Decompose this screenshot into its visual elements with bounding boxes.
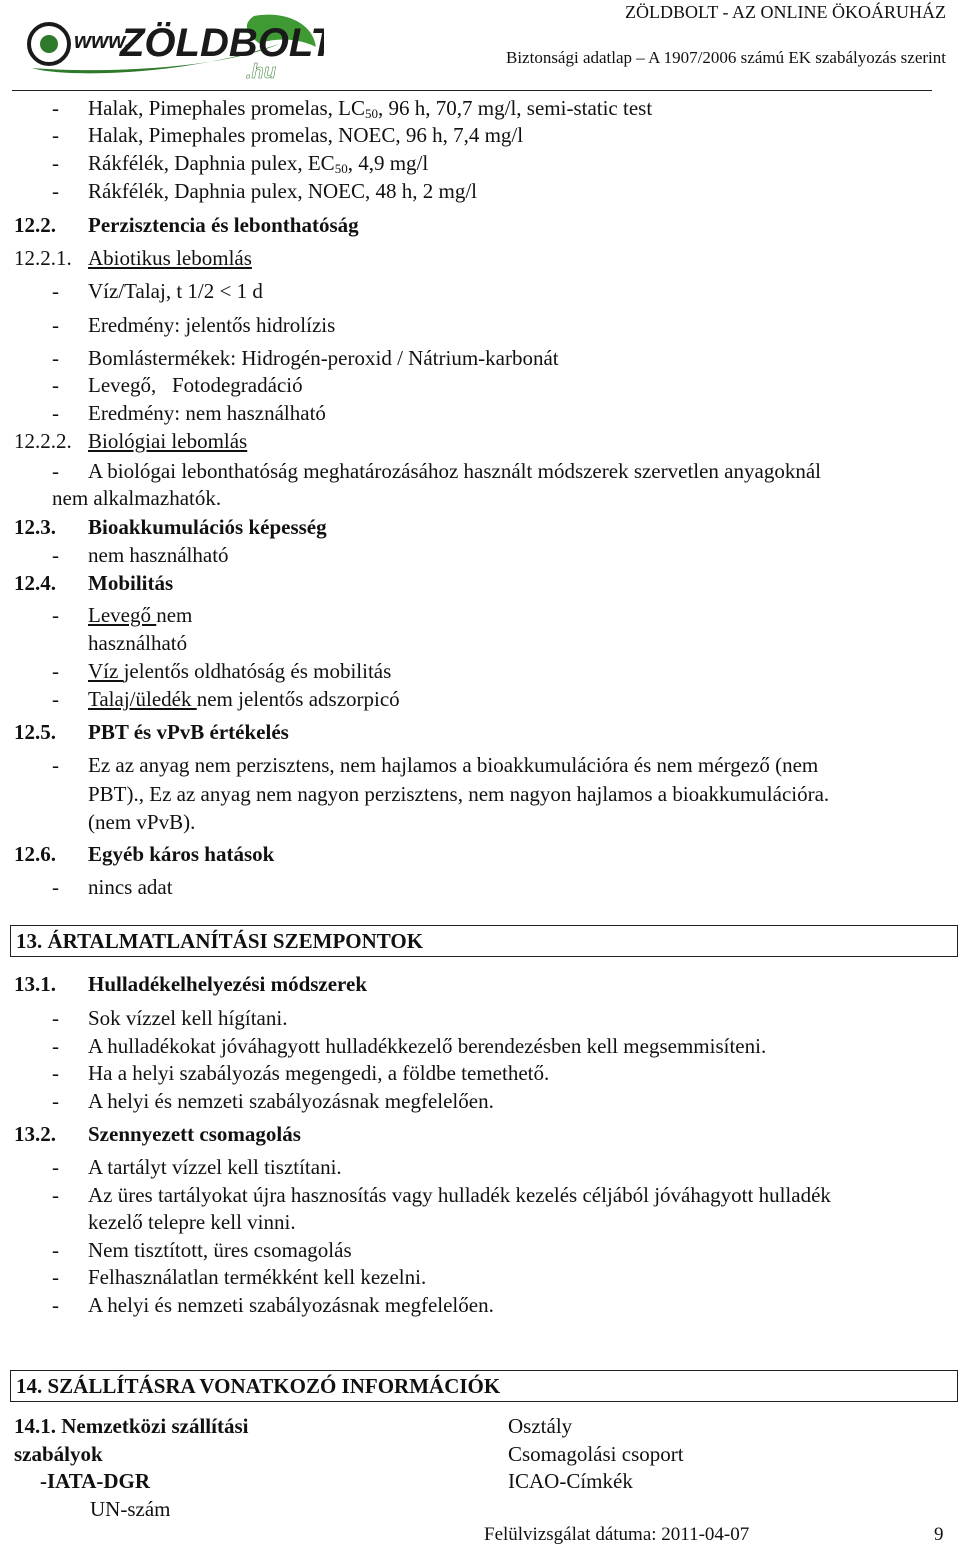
list-item: - Víz/Talaj, t 1/2 < 1 d [52,279,263,303]
toxicity-item: - Rákfélék, Daphnia pulex, NOEC, 48 h, 2 mg/l [52,179,478,203]
transport-class-label: Osztály [508,1414,573,1438]
subsection-title-cont: szabályok [14,1442,103,1466]
list-item: - Nem tisztított, üres csomagolás [52,1238,352,1262]
section-title: Szennyezett csomagolás [88,1122,301,1146]
leaf-logo-icon [24,4,324,86]
toxicity-item: - Halak, Pimephales promelas, NOEC, 96 h, 7,4 mg/l [52,123,524,147]
section-number: 12.2.2. [14,429,72,453]
list-item: - Ez az anyag nem perzisztens, nem hajlamos a bioakkumulációra és nem mérgező (nem [52,753,819,777]
transport-mode: -IATA-DGR [40,1469,151,1493]
section-title: Abiotikus lebomlás [88,246,252,270]
toxicity-item: - Rákfélék, Daphnia pulex, $EC_{50}$, 4,9 mg/l [52,151,429,176]
header-subtitle: Biztonsági adatlap – A 1907/2006 számú EK szabályozás szerint [505,48,946,67]
section-title: PBT és vPvB értékelés [88,720,289,744]
list-item: - Felhasználatlan termékként kell kezelni. [52,1265,427,1289]
subsection-title: 14.1. Nemzetközi szállítási [14,1414,249,1438]
section-number: 12.6. [14,842,56,866]
list-item: - A tartályt vízzel kell tisztítani. [52,1155,342,1179]
section-title: Bioakkumulációs képesség [88,515,327,539]
section-13-heading-box [10,925,958,957]
list-item: - A biológai lebonthatóság meghatározásához használt módszerek szervetlen anyagoknál [52,459,821,483]
list-item: - Víz jelentős oldhatóság és mobilitás [52,659,392,683]
list-item: - Eredmény: nem használható [52,401,326,425]
list-item-continuation: (nem vPvB). [88,810,196,834]
toxicity-item: - Halak, Pimephales promelas, $LC_{50}$, 96 h, 70,7 mg/l, semi-static test [52,96,653,121]
section-heading: 14. SZÁLLÍTÁSRA VONATKOZÓ INFORMÁCIÓK [16,1374,501,1398]
section-heading: 13. ÁRTALMATLANÍTÁSI SZEMPONTOK [16,929,424,953]
section-number: 12.4. [14,571,56,595]
section-title: Hulladékelhelyezési módszerek [88,972,367,996]
un-number-label: UN-szám [90,1497,171,1521]
section-number: 12.2. [14,213,56,237]
section-number: 12.5. [14,720,56,744]
header-rule [12,90,932,91]
list-item-continuation: nem alkalmazhatók. [52,486,222,510]
list-item: - Eredmény: jelentős hidrolízis [52,313,336,337]
icao-labels-label: ICAO-Címkék [508,1469,633,1493]
section-number: 13.2. [14,1122,56,1146]
list-item-continuation: kezelő telepre kell vinni. [88,1210,296,1234]
list-item: - A hulladékokat jóváhagyott hulladékkezelő berendezésben kell megsemmisíteni. [52,1034,767,1058]
logo-brand-text: ZÖLDBOLT [120,21,324,65]
header-title: ZÖLDBOLT - AZ ONLINE ÖKOÁRUHÁZ [625,2,946,22]
section-number: 13.1. [14,972,56,996]
list-item: - Az üres tartályokat újra hasznosítás vagy hulladék kezelés céljából jóváhagyott hulladék [52,1183,831,1207]
list-item: - A helyi és nemzeti szabályozásnak megfelelően. [52,1089,494,1113]
list-item: - Levegő, Fotodegradáció [52,373,303,397]
list-item: - nem használható [52,543,229,567]
revision-date: Felülvizsgálat dátuma: 2011-04-07 [484,1524,750,1545]
section-title: Biológiai lebomlás [88,429,248,453]
logo-tld-text: .hu [246,61,276,83]
section-number: 12.3. [14,515,56,539]
list-item: - nincs adat [52,875,173,899]
list-item: - Levegő nem [52,603,193,627]
packaging-group-label: Csomagolási csoport [508,1442,684,1466]
list-item: - Ha a helyi szabályozás megengedi, a földbe temethető. [52,1061,550,1085]
list-item: - Bomlástermékek: Hidrogén-peroxid / Nátrium-karbonát [52,346,559,370]
page-number: 9 [934,1524,944,1545]
section-14-heading-box [10,1370,958,1402]
list-item-continuation: PBT)., Ez az anyag nem nagyon perzisztens, nem nagyon hajlamos a bioakkumulációra. [88,782,830,806]
list-item: - Talaj/üledék nem jelentős adszorpicó [52,687,400,711]
list-item: - Sok vízzel kell hígítani. [52,1006,288,1030]
section-number: 12.2.1. [14,246,72,270]
list-item-continuation: használható [88,631,188,655]
section-title: Mobilitás [88,571,174,595]
zoldbolt-logo [24,4,324,86]
logo-www-text: www. [74,28,131,53]
section-title: Perzisztencia és lebonthatóság [88,213,359,237]
list-item: - A helyi és nemzeti szabályozásnak megfelelően. [52,1293,494,1317]
section-title: Egyéb káros hatások [88,842,275,866]
